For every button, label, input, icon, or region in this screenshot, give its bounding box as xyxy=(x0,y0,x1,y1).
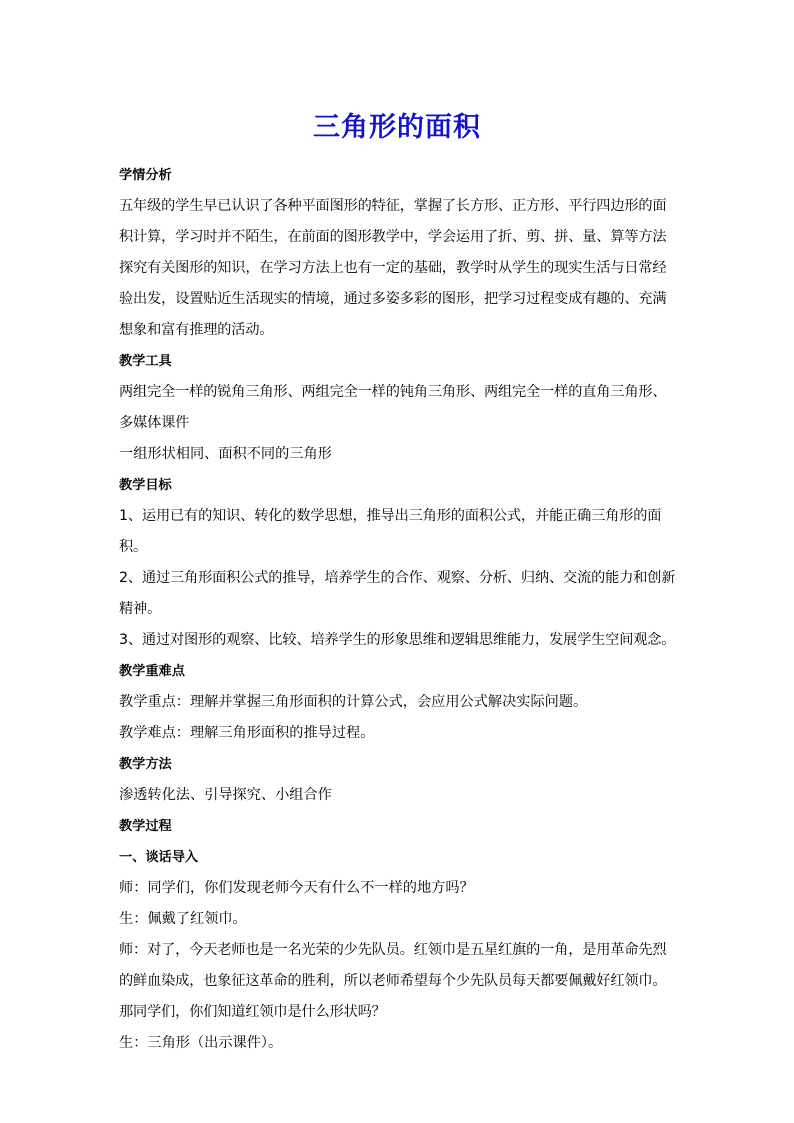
dialogue-line-1: 师：同学们，你们发现老师今天有什么不一样的地方吗？ xyxy=(119,880,474,896)
page-title: 三角形的面积 xyxy=(313,112,481,143)
difficulty-text: 教学难点：理解三角形面积的推导过程。 xyxy=(119,725,375,741)
dialogue-line-3: 师：对了，今天老师也是一名光荣的少先队员。红领巾是五星红旗的一角，是用革命先烈的鲜血染成，也象征这革命的胜利，所以老师希望每个少先队员每天都要佩戴好红领巾。那同学们，你们知道红领巾是什么形状吗？ xyxy=(119,942,667,1020)
goal-item-1: 1、运用已有的知识、转化的数学思想，推导出三角形的面积公式，并能正确三角形的面积。 xyxy=(119,508,662,555)
process-subheading: 一、谈话导入 xyxy=(119,850,199,865)
section-heading-methods: 教学方法 xyxy=(119,757,172,772)
section-heading-analysis: 学情分析 xyxy=(119,168,172,183)
dialogue-line-2: 生：佩戴了红领巾。 xyxy=(119,911,247,927)
goal-item-2: 2、通过三角形面积公式的推导，培养学生的合作、观察、分析、归纳、交流的能力和创新精神。 xyxy=(119,570,676,617)
analysis-paragraph: 五年级的学生早已认识了各种平面图形的特征，掌握了长方形、正方形、平行四边形的面积计算，学习时并不陌生，在前面的图形教学中，学会运用了折、剪、拼、量、算等方法探究有关图形的知识，在学习方法上也有一定的基础，教学时从学生的现实生活与日常经验出发，设置贴近生活现实的情境，通过多姿多彩的图形，把学习过程变成有趣的、充满想象和富有推理的活动。 xyxy=(119,198,667,338)
section-heading-key-points: 教学重难点 xyxy=(119,664,185,679)
goal-item-3: 3、通过对图形的观察、比较、培养学生的形象思维和逻辑思维能力，发展学生空间观念。 xyxy=(119,632,676,648)
tools-line-2: 一组形状相同、面积不同的三角形 xyxy=(119,446,332,462)
document-body xyxy=(119,160,679,1059)
tools-line-1: 两组完全一样的锐角三角形、两组完全一样的钝角三角形、两组完全一样的直角三角形、多媒体课件 xyxy=(119,384,667,431)
key-point-text: 教学重点：理解并掌握三角形面积的计算公式，会应用公式解决实际问题。 xyxy=(119,694,588,710)
section-heading-goals: 教学目标 xyxy=(119,478,172,493)
section-heading-tools: 教学工具 xyxy=(119,354,172,369)
section-heading-process: 教学过程 xyxy=(119,819,172,834)
dialogue-line-4: 生：三角形（出示课件）。 xyxy=(119,1035,283,1051)
methods-text: 渗透转化法、引导探究、小组合作 xyxy=(119,787,332,803)
